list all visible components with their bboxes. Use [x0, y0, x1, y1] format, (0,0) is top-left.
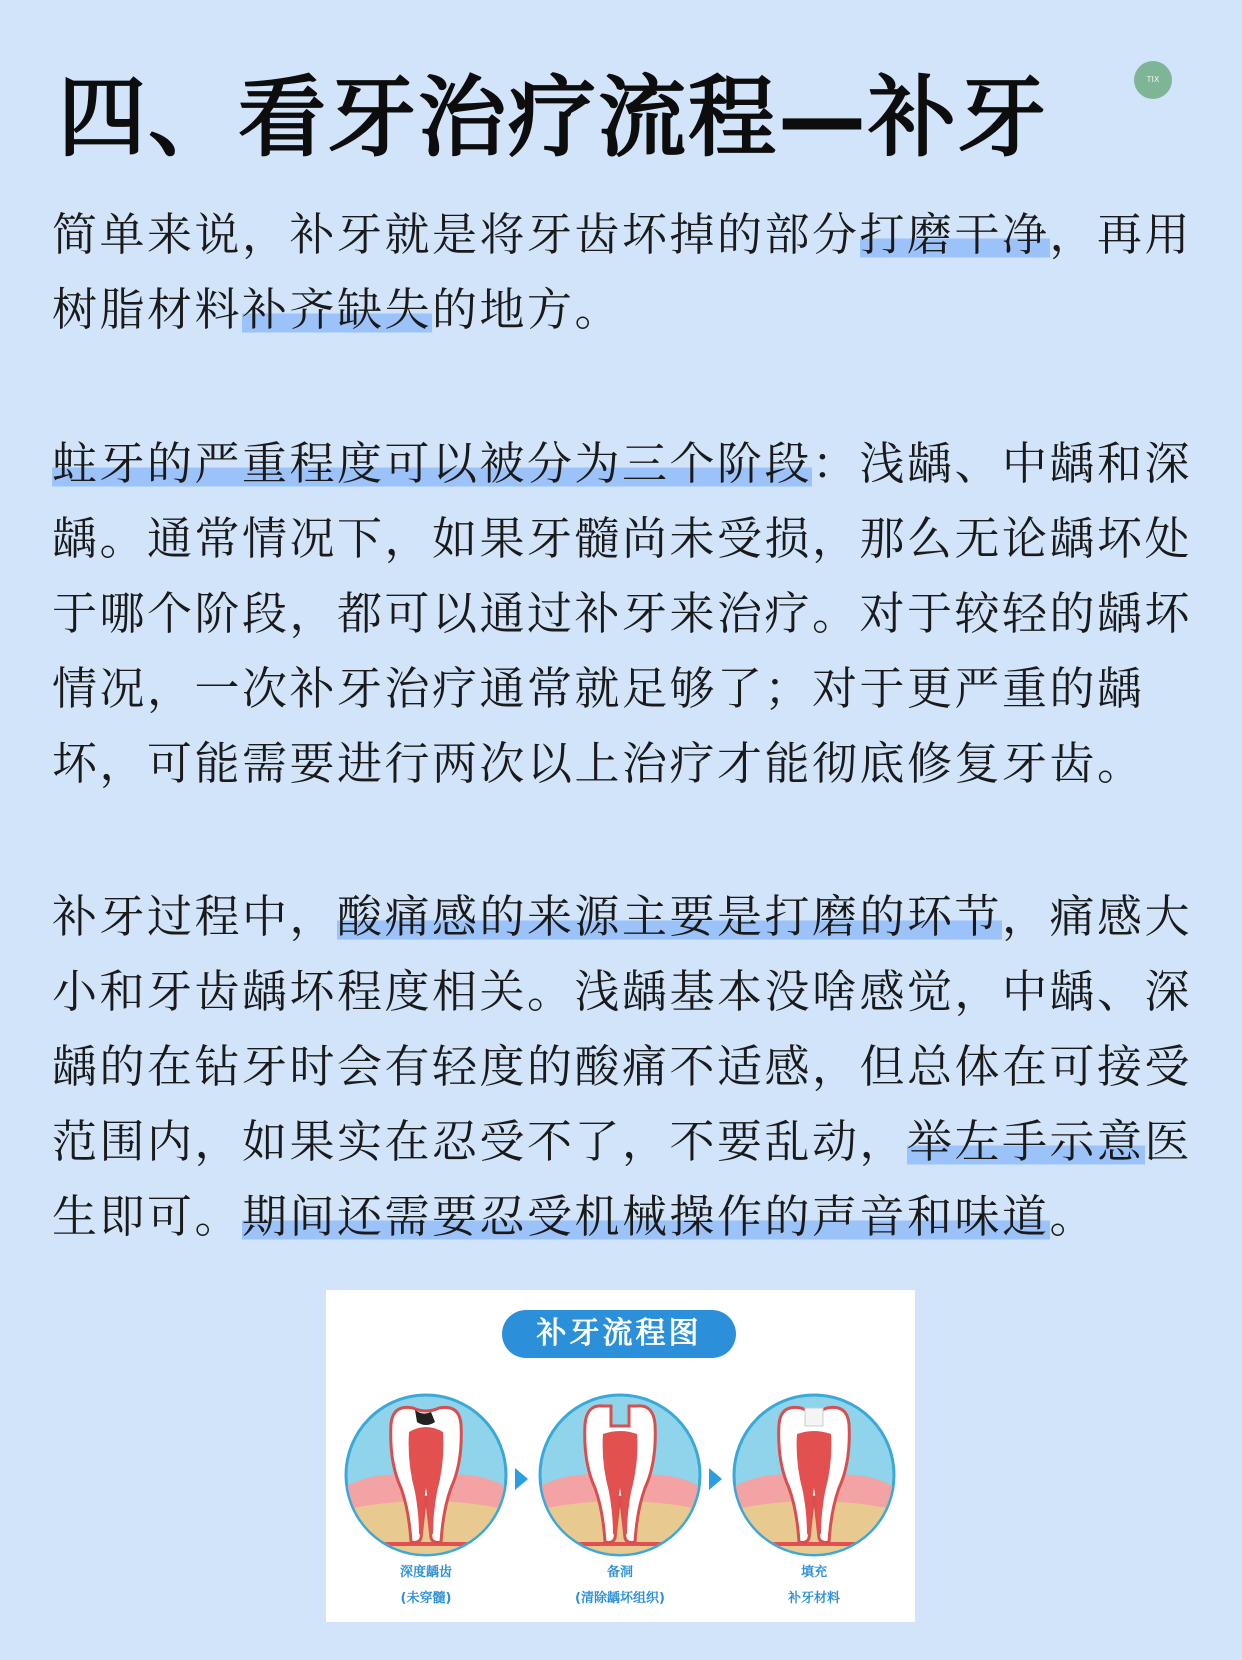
paragraph-text: 的地方。 — [432, 283, 623, 336]
figure-title: 补牙流程图 — [502, 1310, 736, 1358]
paragraph-text: 。 — [1049, 1190, 1098, 1243]
paragraph-text: 补牙过程中， — [52, 890, 338, 943]
paragraph-process — [52, 879, 1197, 1254]
stage-caption: 填充 — [800, 1565, 827, 1580]
paragraph-text: ，再用树脂材料 — [52, 208, 1193, 336]
paragraph-text: ：浅龋、中龋和深龋。通常情况下，如果牙髓尚未受损，那么无论龋坏处于哪个阶段，都可以通过补牙来治疗。对于较轻的龋坏情况，一次补牙治疗通常就足够了；对于更严重的龋坏，可能需要进行两次以上治疗才能彻底修复牙齿。 — [52, 437, 1193, 790]
stage-cavity — [537, 1392, 703, 1610]
filling-process-figure — [326, 1290, 915, 1622]
highlight-text: 酸痛感的来源主要是打磨的环节 — [337, 890, 1003, 943]
watermark-badge: TIX — [1134, 61, 1172, 99]
stage-caption-sub: (未穿髓) — [400, 1591, 452, 1606]
highlight-text: 蛀牙的严重程度可以被分为三个阶段 — [52, 437, 813, 490]
tooth-cavity-illustration — [537, 1392, 703, 1558]
paragraph-text: 简单来说，补牙就是将牙齿坏掉的部分 — [52, 208, 860, 261]
stage-caption: 备洞 — [606, 1565, 633, 1580]
highlight-text: 打磨干净 — [859, 208, 1050, 261]
highlight-text: 补齐缺失 — [242, 283, 433, 336]
paragraph-text: 医生即可。 — [52, 1115, 1193, 1243]
arrow-right-icon — [709, 1468, 722, 1490]
stage-caption-sub: (清除龋坏组织) — [575, 1591, 665, 1606]
highlight-text: 期间还需要忍受机械操作的声音和味道 — [242, 1190, 1050, 1243]
tooth-filled-illustration — [731, 1392, 897, 1558]
paragraph-text: ，痛感大小和牙齿龋坏程度相关。浅龋基本没啥感觉，中龋、深龋的在钻牙时会有轻度的酸痛不适感，但总体在可接受范围内，如果实在忍受不了，不要乱动， — [52, 890, 1193, 1168]
stage-caption: 深度龋齿 — [399, 1565, 452, 1580]
stage-caption-sub: 补牙材料 — [787, 1591, 840, 1606]
paragraph-intro — [52, 197, 1197, 347]
paragraph-stages — [52, 426, 1197, 801]
arrow-right-icon — [515, 1468, 528, 1490]
stage-filled — [731, 1392, 897, 1610]
page-title: 四、看牙治疗流程—补牙 — [58, 66, 1049, 169]
highlight-text: 举左手示意 — [907, 1115, 1145, 1168]
tooth-decay-illustration — [343, 1392, 509, 1558]
stage-decay — [343, 1392, 509, 1610]
